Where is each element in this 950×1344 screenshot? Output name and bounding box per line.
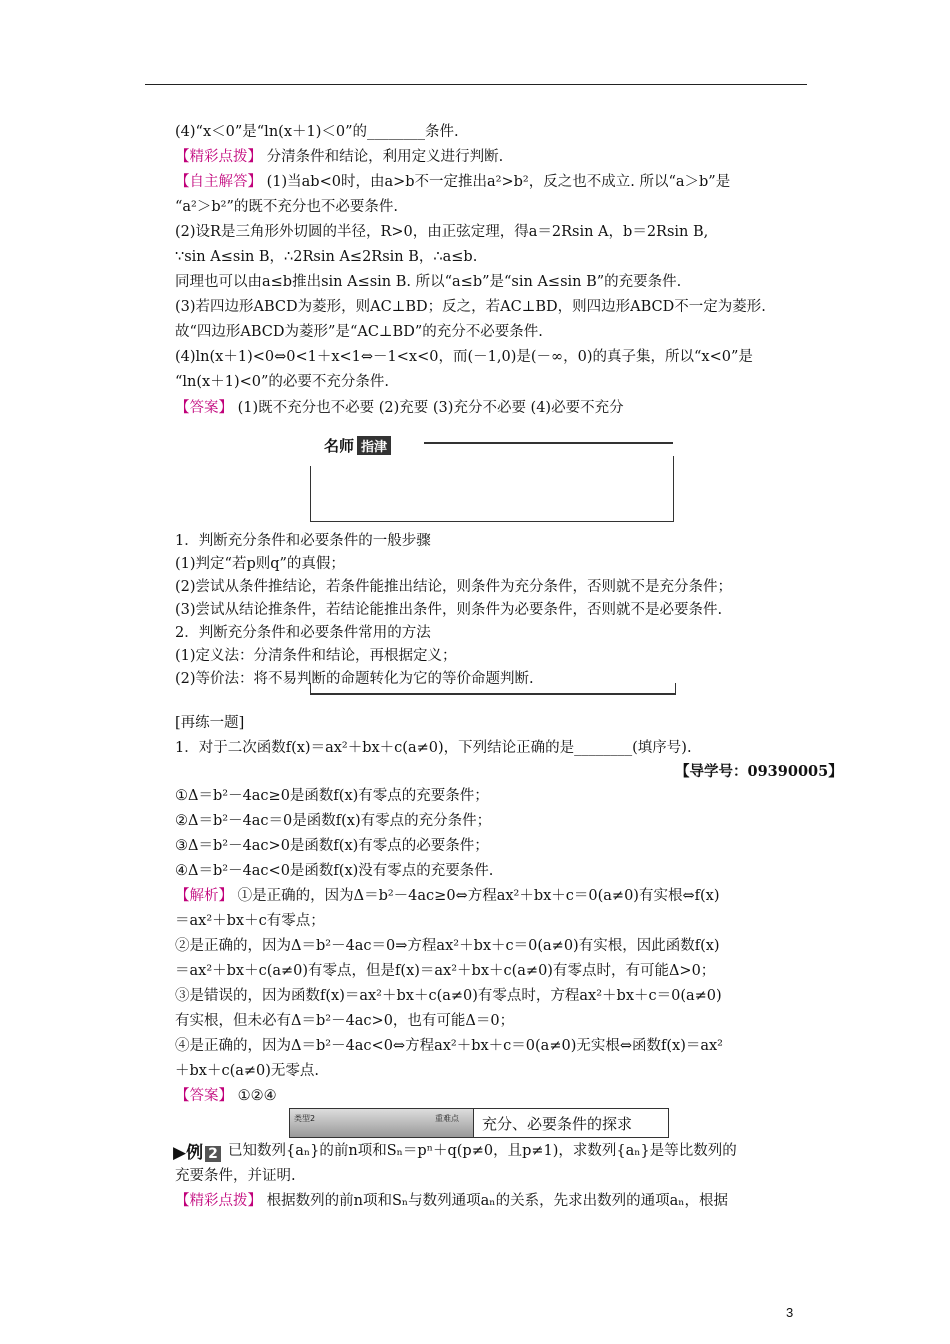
header-rule <box>145 84 807 85</box>
option-line: ①Δ＝b²－4ac≥0是函数f(x)有零点的充要条件； <box>175 788 489 804</box>
option-line: ④Δ＝b²－4ac<0是函数f(x)没有零点的充要条件. <box>175 863 494 879</box>
label-tag: 【自主解答】 <box>175 174 262 190</box>
label-tag: 【精彩点拨】 <box>175 149 262 165</box>
tip-line: 2．判断充分条件和必要条件常用的方法 <box>175 625 431 641</box>
tip-line: 1．判断充分条件和必要条件的一般步骤 <box>175 533 431 549</box>
text-line: “a²＞b²”的既不充分也不必要条件. <box>175 199 398 215</box>
label-tag: 【答案】 <box>175 400 233 416</box>
practice-heading: [再练一题] <box>175 715 245 731</box>
tip-line: (2)等价法：将不易判断的命题转化为它的等价命题判断. <box>175 671 534 687</box>
option-line: ②Δ＝b²－4ac＝0是函数f(x)有零点的充分条件； <box>175 813 492 829</box>
tip-line: (1)定义法：分清条件和结论，再根据定义； <box>175 648 457 664</box>
example-line: 充要条件，并证明. <box>175 1168 296 1184</box>
type-banner-label: 类型2 重难点 <box>290 1109 474 1137</box>
text-line: 同理也可以由a≤b推出sin A≤sin B. 所以“a≤b”是“sin A≤sin B”的充要条件. <box>175 274 682 290</box>
text-line: “ln(x＋1)<0”的必要不充分条件. <box>175 374 390 390</box>
practice-question: 1．对于二次函数f(x)＝ax²＋bx＋c(a≠0)，下列结论正确的是________(填序号). <box>175 740 692 756</box>
label-tag: 【精彩点拨】 <box>175 1193 262 1209</box>
label-tag: 【解析】 <box>175 888 233 904</box>
example-line: 已知数列{aₙ}的前n项和Sₙ＝pⁿ＋q(p≠0，且p≠1)，求数列{aₙ}是等比数列的 <box>228 1143 737 1159</box>
analysis-line: ②是正确的，因为Δ＝b²－4ac＝0⇒方程ax²＋bx＋c＝0(a≠0)有实根，因此函数f(x) <box>175 938 720 954</box>
text-line: ∵sin A≤sin B，∴2Rsin A≤2Rsin B，∴a≤b. <box>175 249 478 265</box>
tip-line: (1)判定“若p则q”的真假； <box>175 556 345 572</box>
text-line: (2)设R是三角形外切圆的半径，R>0，由正弦定理，得a＝2Rsin A，b＝2Rsin B, <box>175 224 709 240</box>
text-line: 【精彩点拨】 分清条件和结论，利用定义进行判断. <box>175 149 504 165</box>
type-banner <box>289 1108 669 1138</box>
analysis-line: ＝ax²＋bx＋c(a≠0)有零点，但是f(x)＝ax²＋bx＋c(a≠0)有零点时，有可能Δ>0； <box>175 963 716 979</box>
tip-line: (2)尝试从条件推结论，若条件能推出结论，则条件为充分条件，否则就不是充分条件； <box>175 579 733 595</box>
text-line: (4)“x＜0”是“ln(x＋1)＜0”的________条件. <box>175 124 459 140</box>
analysis-line: ④是正确的，因为Δ＝b²－4ac<0⇔方程ax²＋bx＋c＝0(a≠0)无实根⇔函数f(x)＝ax² <box>175 1038 723 1054</box>
analysis-line: 有实根，但未必有Δ＝b²－4ac>0，也有可能Δ＝0； <box>175 1013 515 1029</box>
tip-box-title: 名师 指津 <box>324 434 424 456</box>
page-number: 3 <box>786 1305 794 1320</box>
label-tag: 【答案】 <box>175 1088 233 1104</box>
example-line: 【精彩点拨】 根据数列的前n项和Sₙ与数列通项aₙ的关系，先求出数列的通项aₙ，根据 <box>175 1193 728 1209</box>
analysis-line: ＋bx＋c(a≠0)无零点. <box>175 1063 320 1079</box>
analysis-line: ③是错误的，因为函数f(x)＝ax²＋bx＋c(a≠0)有零点时，方程ax²＋bx＋c＝0(a≠0) <box>175 988 722 1004</box>
option-line: ③Δ＝b²－4ac>0是函数f(x)有零点的必要条件； <box>175 838 489 854</box>
analysis-line: 【解析】 ①是正确的，因为Δ＝b²－4ac≥0⇔方程ax²＋bx＋c＝0(a≠0)有实根⇔f(x) <box>175 888 720 904</box>
text-line: (3)若四边形ABCD为菱形，则AC⊥BD；反之，若AC⊥BD，则四边形ABCD不一定为菱形. <box>175 299 766 315</box>
example-marker: ▶例 2 <box>173 1138 221 1163</box>
type-banner-title: 充分、必要条件的探求 <box>482 1114 633 1133</box>
guide-number: 【导学号：09390005】 <box>675 763 843 780</box>
text-line: (4)ln(x＋1)<0⇔0<1＋x<1⇔－1<x<0，而(－1,0)是(－∞，0)的真子集，所以“x<0”是 <box>175 349 753 365</box>
text-line: 【自主解答】 (1)当ab<0时，由a>b不一定推出a²>b²，反之也不成立. 所以“a＞b”是 <box>175 174 731 190</box>
text-line: 故“四边形ABCD为菱形”是“AC⊥BD”的充分不必要条件. <box>175 324 543 340</box>
tip-line: (3)尝试从结论推条件，若结论能推出条件，则条件为必要条件，否则就不是必要条件. <box>175 602 723 618</box>
answer-line: 【答案】 ①②④ <box>175 1088 277 1104</box>
analysis-line: ＝ax²＋bx＋c有零点； <box>175 913 325 929</box>
answer-line: 【答案】 (1)既不充分也不必要 (2)充要 (3)充分不必要 (4)必要不充分 <box>175 400 624 416</box>
